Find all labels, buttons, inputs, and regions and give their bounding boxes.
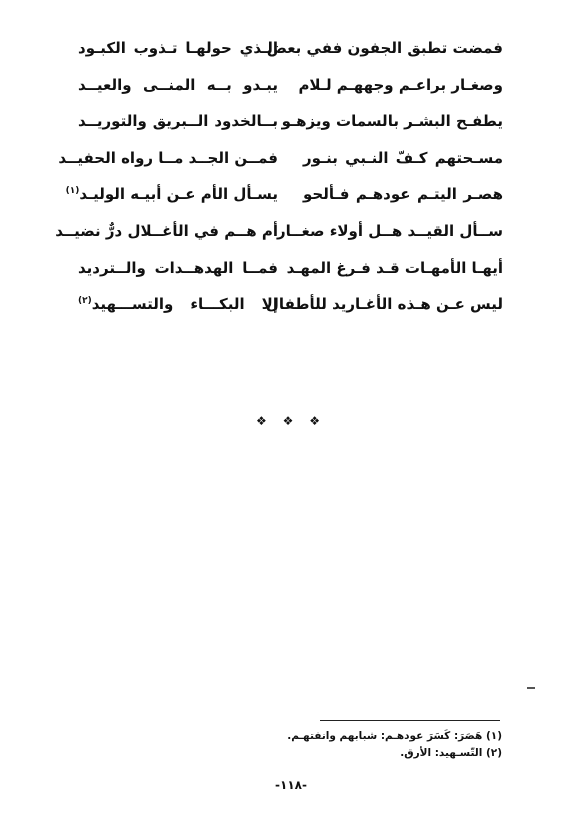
verse [55,219,503,256]
verse [78,36,503,73]
hemistich-text: إلا البكـــاء والتســـهيد [91,295,278,314]
verse-second-hemistich: الـذي حولهـا تـذوب الكبـود [78,39,278,57]
verse-first-hemistich: ســأل القيــد هــل أولاء صغــار [277,221,503,240]
verse [78,256,503,293]
footnote-reference: (١) [65,186,80,197]
footnote: (١) هَصَرَ: كَسَرَ عودهـم: شبابهم وانفتهـم. [287,730,502,742]
verse [58,146,503,183]
verse-second-hemistich: بــالخدود الــبريق والتوريــد [78,112,278,131]
verse-first-hemistich: هصـر اليتـم عودهـم فـألحو [303,185,503,204]
hemistich-text: يسـأل الأم عـن أبيـه الوليـد [79,185,278,204]
poem [55,36,503,329]
verse [78,292,503,329]
verse-second-hemistich: يبـدو بــه المنــى والعيــد [78,75,278,94]
footnote: (٢) التّسـهيد: الأرق. [400,747,502,759]
verse-first-hemistich: يطفـح البشـر بالسمات ويزهـو [281,112,503,131]
verse [78,73,503,110]
verse-second-hemistich: فمــا الهدهــدات والــترديد [78,258,278,277]
footnote-reference: (٢) [78,296,92,307]
footnotes [242,728,502,762]
print-speck [527,687,535,689]
verse-first-hemistich: مسـحتهم كـفّ النـبي بنـور [303,148,503,167]
verse [65,182,503,219]
page-number: -١١٨- [275,778,307,792]
verse-first-hemistich: فمضت تطبق الجفون ففي بعض [266,39,503,57]
verse-second-hemistich [78,292,278,316]
verse-second-hemistich: أم هــم في الأغــلال درٌّ نضيــد [55,221,278,240]
verse-first-hemistich: وصغـار براعـم وجههـم لـلام [298,75,503,94]
verse-second-hemistich [65,182,278,206]
verse-first-hemistich: ليس عـن هـذه الأغـاريد للأطفال [265,295,503,314]
footnote-rule [320,720,500,721]
section-divider: ❖ ❖ ❖ [256,414,326,428]
verse-second-hemistich: فمــن الجــد مــا رواه الحفيــد [58,148,278,167]
verse [78,109,503,146]
verse-first-hemistich: أيهـا الأمهـات قـد فـرغ المهـد [286,258,503,277]
